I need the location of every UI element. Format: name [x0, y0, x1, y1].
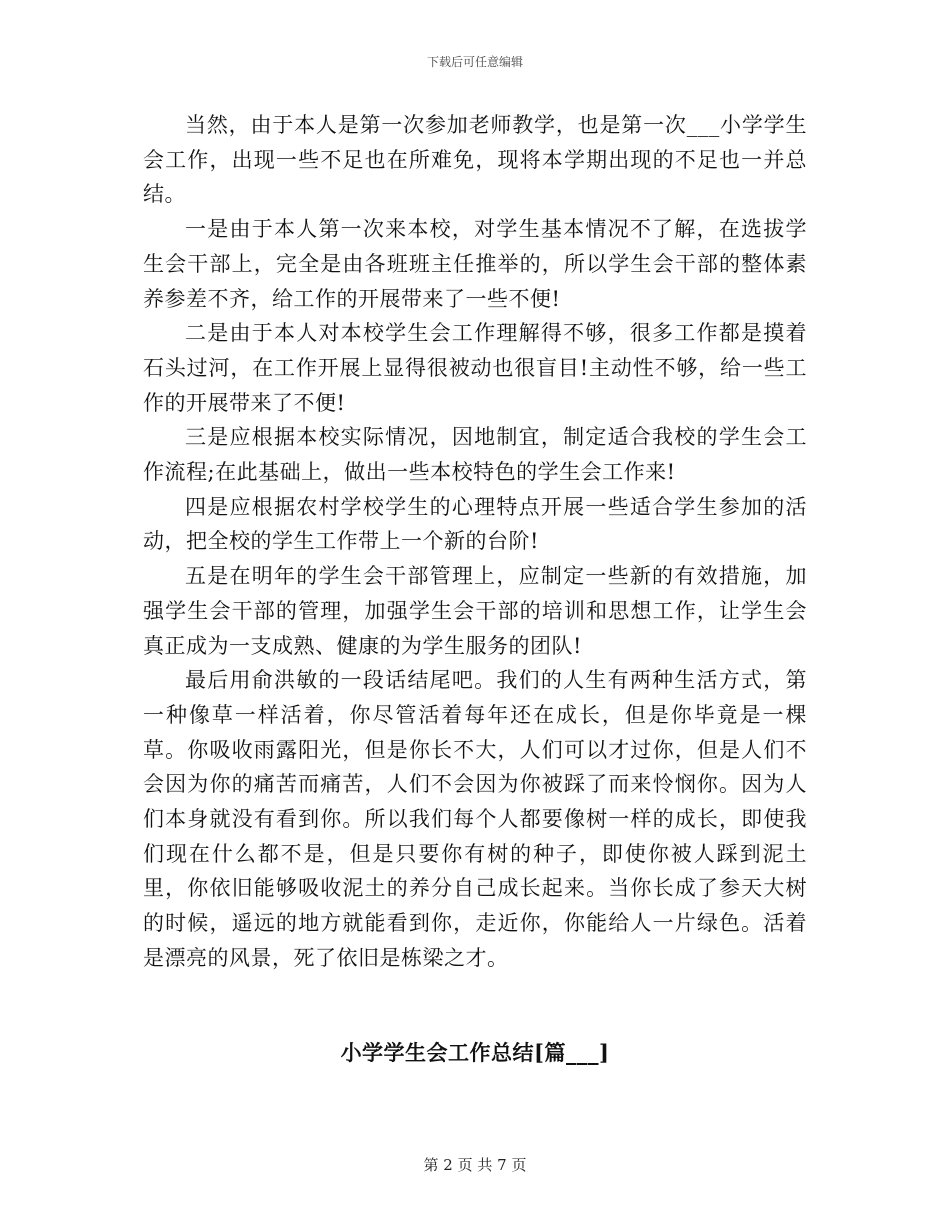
paragraph-point-4: 四是应根据农村学校学生的心理特点开展一些适合学生参加的活动，把全校的学生工作带上一个新的台阶! — [143, 494, 807, 554]
paragraph-intro: 当然，由于本人是第一次参加老师教学，也是第一次___小学学生会工作，出现一些不足也在所难免，现将本学期出现的不足也一并总结。 — [143, 113, 807, 207]
paragraph-closing: 最后用俞洪敏的一段话结尾吧。我们的人生有两种生活方式，第一种像草一样活着，你尽管活着每年还在成长，但是你毕竟是一棵草。你吸收雨露阳光，但是你长不大，人们可以才过你，但是人们不会因为你的痛苦而痛苦，人们不会因为你被踩了而来怜悯你。因为人们本身就没有看到你。所以我们每个人都要像树一样的成长，即使我们现在什么都不是，但是只要你有树的种子，即使你被人踩到泥土里，你依旧能够吸收泥土的养分自己成长起来。当你长成了参天大树的时候，遥远的地方就能看到你，走近你，你能给人一片绿色。活着是漂亮的风景，死了依旧是栋梁之才。 — [143, 668, 807, 970]
page-header-note: 下载后可任意编辑 — [426, 55, 523, 69]
section-heading: 小学学生会工作总结[篇___] — [340, 1040, 610, 1065]
paragraph-point-2: 二是由于本人对本校学生会工作理解得不够，很多工作都是摸着石头过河，在工作开展上显得很被动也很盲目!主动性不够，给一些工作的开展带来了不便! — [143, 321, 807, 415]
paragraph-point-5: 五是在明年的学生会干部管理上，应制定一些新的有效措施，加强学生会干部的管理，加强学生会干部的培训和思想工作，让学生会真正成为一支成熟、健康的为学生服务的团队! — [143, 564, 807, 658]
paragraph-point-3: 三是应根据本校实际情况，因地制宜，制定适合我校的学生会工作流程;在此基础上，做出一些本校特色的学生会工作来! — [143, 425, 807, 485]
page-footer-number: 第 2 页 共 7 页 — [423, 1156, 527, 1174]
document-body — [143, 108, 807, 976]
paragraph-point-1: 一是由于本人第一次来本校，对学生基本情况不了解，在选拔学生会干部上，完全是由各班班主任推举的，所以学生会干部的整体素养参差不齐，给工作的开展带来了一些不便! — [143, 217, 807, 311]
